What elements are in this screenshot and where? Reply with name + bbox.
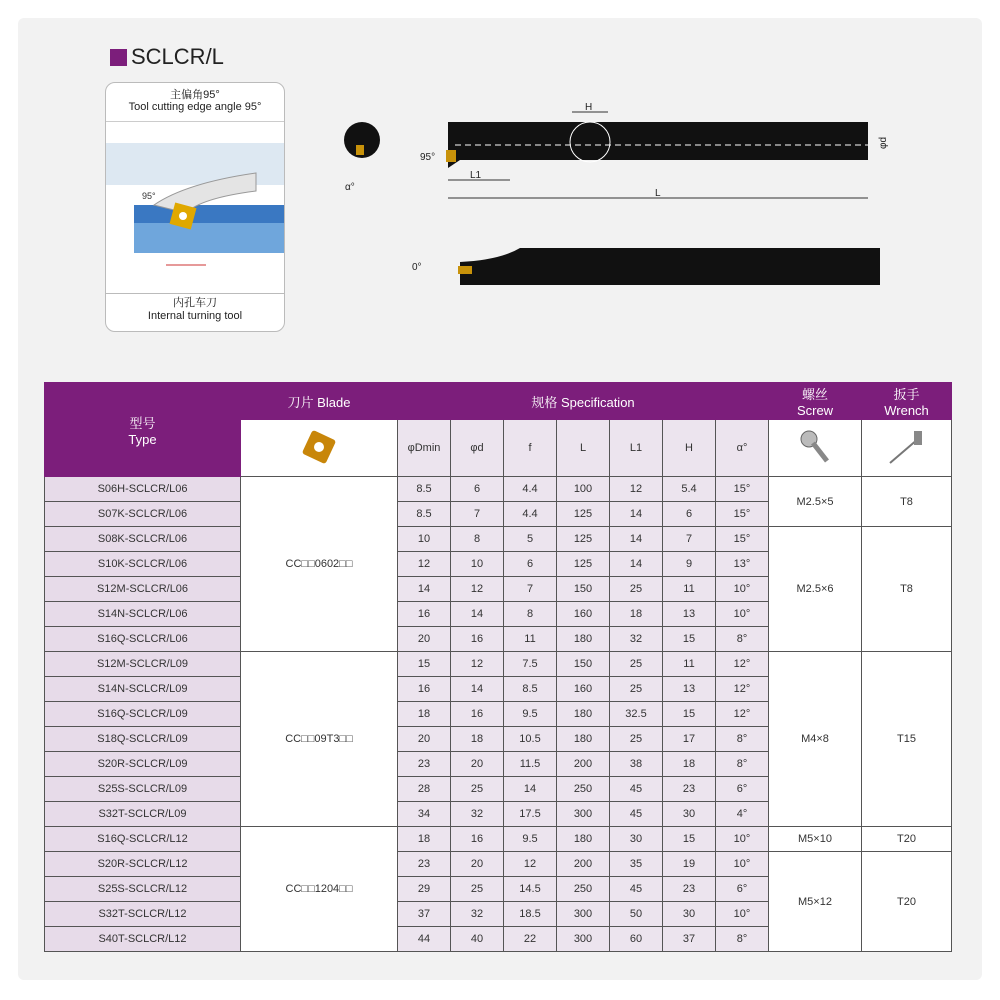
spec-cell: 20 <box>398 627 451 652</box>
wrench-header: 扳手 Wrench <box>862 383 952 420</box>
spec-cell: 250 <box>557 877 610 902</box>
dim-L1: L1 <box>470 170 482 181</box>
table-row <box>45 527 952 552</box>
table-row <box>45 652 952 677</box>
spec-cell: 16 <box>451 627 504 652</box>
spec-cell: 14 <box>398 577 451 602</box>
spec-cell: 10° <box>716 902 769 927</box>
spec-cell: 9.5 <box>504 827 557 852</box>
spec-cell: 14 <box>610 527 663 552</box>
dim-angle: 95° <box>420 152 436 163</box>
screw-cell: M5×10 <box>769 827 862 852</box>
spec-cell: 10° <box>716 827 769 852</box>
spec-cell: 34 <box>398 802 451 827</box>
spec-cell: 8 <box>504 602 557 627</box>
spec-cell: 16 <box>398 602 451 627</box>
spec-cell: 8° <box>716 927 769 952</box>
spec-cell: 30 <box>663 802 716 827</box>
spec-cell: 4.4 <box>504 502 557 527</box>
spec-cell: 7.5 <box>504 652 557 677</box>
spec-cell: 45 <box>610 802 663 827</box>
spec-col-header: α° <box>716 420 769 477</box>
model-cell: S18Q-SCLCR/L09 <box>45 727 241 752</box>
spec-cell: 12 <box>504 852 557 877</box>
product-title <box>110 44 224 70</box>
spec-cell: 15 <box>663 827 716 852</box>
spec-cell: 35 <box>610 852 663 877</box>
spec-cell: 9 <box>663 552 716 577</box>
spec-cell: 200 <box>557 852 610 877</box>
spec-cell: 60 <box>610 927 663 952</box>
spec-cell: 6 <box>451 477 504 502</box>
cutting-angle-diagram <box>105 82 285 332</box>
spec-cell: 15° <box>716 477 769 502</box>
spec-cell: 10 <box>398 527 451 552</box>
spec-col-header: L <box>557 420 610 477</box>
screw-cell: M4×8 <box>769 652 862 827</box>
model-cell: S12M-SCLCR/L09 <box>45 652 241 677</box>
spec-cell: 30 <box>663 902 716 927</box>
spec-cell: 5 <box>504 527 557 552</box>
spec-cell: 50 <box>610 902 663 927</box>
spec-cell: 7 <box>451 502 504 527</box>
spec-cell: 45 <box>610 777 663 802</box>
spec-cell: 23 <box>663 877 716 902</box>
boring-illustration <box>106 113 284 293</box>
spec-cell: 15° <box>716 527 769 552</box>
model-cell: S20R-SCLCR/L09 <box>45 752 241 777</box>
spec-cell: 125 <box>557 552 610 577</box>
table-row <box>45 827 952 852</box>
screw-cell: M2.5×6 <box>769 527 862 652</box>
spec-cell: 17 <box>663 727 716 752</box>
spec-cell: 20 <box>451 852 504 877</box>
spec-cell: 8.5 <box>504 677 557 702</box>
spec-cell: 11 <box>504 627 557 652</box>
model-cell: S14N-SCLCR/L09 <box>45 677 241 702</box>
spec-col-header: φd <box>451 420 504 477</box>
model-cell: S16Q-SCLCR/L09 <box>45 702 241 727</box>
spec-cell: 250 <box>557 777 610 802</box>
spec-cell: 25 <box>610 652 663 677</box>
wrench-icon <box>862 420 952 477</box>
spec-cell: 18 <box>398 702 451 727</box>
spec-cell: 6° <box>716 777 769 802</box>
spec-table <box>44 382 952 952</box>
spec-cell: 17.5 <box>504 802 557 827</box>
spec-cell: 4° <box>716 802 769 827</box>
dim-zero-angle: 0° <box>412 262 422 273</box>
spec-cell: 14 <box>451 677 504 702</box>
spec-cell: 100 <box>557 477 610 502</box>
spec-cell: 125 <box>557 527 610 552</box>
model-cell: S07K-SCLCR/L06 <box>45 502 241 527</box>
spec-col-header: L1 <box>610 420 663 477</box>
spec-cell: 16 <box>398 677 451 702</box>
dim-H: H <box>585 102 593 113</box>
spec-cell: 6° <box>716 877 769 902</box>
spec-cell: 8.5 <box>398 477 451 502</box>
model-cell: S25S-SCLCR/L12 <box>45 877 241 902</box>
spec-cell: 10 <box>451 552 504 577</box>
spec-cell: 150 <box>557 577 610 602</box>
spec-cell: 12° <box>716 677 769 702</box>
model-cell: S32T-SCLCR/L12 <box>45 902 241 927</box>
spec-cell: 14 <box>610 502 663 527</box>
model-cell: S16Q-SCLCR/L06 <box>45 627 241 652</box>
spec-cell: 180 <box>557 727 610 752</box>
wrench-cell: T15 <box>862 652 952 827</box>
spec-cell: 15° <box>716 502 769 527</box>
tool-drawing <box>330 90 910 310</box>
spec-cell: 32 <box>451 802 504 827</box>
spec-cell: 20 <box>451 752 504 777</box>
spec-cell: 12 <box>451 577 504 602</box>
angle-cn: 主偏角95° <box>170 89 220 101</box>
spec-cell: 32 <box>610 627 663 652</box>
spec-cell: 45 <box>610 877 663 902</box>
wrench-cell: T20 <box>862 827 952 852</box>
spec-cell: 7 <box>663 527 716 552</box>
spec-cell: 8° <box>716 752 769 777</box>
spec-cell: 160 <box>557 677 610 702</box>
spec-cell: 32 <box>451 902 504 927</box>
spec-cell: 23 <box>398 752 451 777</box>
spec-cell: 10° <box>716 852 769 877</box>
spec-cell: 200 <box>557 752 610 777</box>
title-marker <box>110 49 127 66</box>
dim-L: L <box>655 188 661 199</box>
spec-cell: 15 <box>663 627 716 652</box>
model-cell: S32T-SCLCR/L09 <box>45 802 241 827</box>
spec-cell: 8° <box>716 727 769 752</box>
screw-cell: M5×12 <box>769 852 862 952</box>
spec-cell: 25 <box>610 577 663 602</box>
angle-en: Tool cutting edge angle 95° <box>128 101 262 113</box>
table-row <box>45 477 952 502</box>
spec-cell: 25 <box>610 677 663 702</box>
spec-cell: 125 <box>557 502 610 527</box>
spec-cell: 12 <box>451 652 504 677</box>
spec-cell: 23 <box>398 852 451 877</box>
spec-cell: 300 <box>557 927 610 952</box>
spec-cell: 37 <box>663 927 716 952</box>
spec-cell: 10° <box>716 577 769 602</box>
spec-cell: 7 <box>504 577 557 602</box>
spec-cell: 22 <box>504 927 557 952</box>
model-cell: S12M-SCLCR/L06 <box>45 577 241 602</box>
spec-cell: 12 <box>398 552 451 577</box>
spec-cell: 8.5 <box>398 502 451 527</box>
dim-alpha: α° <box>345 182 355 193</box>
spec-cell: 40 <box>451 927 504 952</box>
spec-header: 规格 Specification <box>398 383 769 420</box>
table-row <box>45 852 952 877</box>
spec-cell: 15 <box>663 702 716 727</box>
spec-cell: 4.4 <box>504 477 557 502</box>
title-text: SCLCR/L <box>131 44 224 69</box>
spec-cell: 180 <box>557 827 610 852</box>
model-cell: S16Q-SCLCR/L12 <box>45 827 241 852</box>
spec-cell: 180 <box>557 627 610 652</box>
spec-cell: 15 <box>398 652 451 677</box>
model-cell: S14N-SCLCR/L06 <box>45 602 241 627</box>
spec-cell: 13 <box>663 602 716 627</box>
angle-label: 95° <box>142 191 156 201</box>
blade-header: 刀片 Blade <box>241 383 398 420</box>
spec-cell: 32.5 <box>610 702 663 727</box>
spec-cell: 29 <box>398 877 451 902</box>
spec-cell: 37 <box>398 902 451 927</box>
spec-cell: 8° <box>716 627 769 652</box>
tool-en: Internal turning tool <box>147 310 243 322</box>
spec-cell: 180 <box>557 702 610 727</box>
model-cell: S06H-SCLCR/L06 <box>45 477 241 502</box>
spec-cell: 25 <box>451 777 504 802</box>
model-cell: S08K-SCLCR/L06 <box>45 527 241 552</box>
dim-phi-d: φd <box>878 136 889 149</box>
spec-cell: 8 <box>451 527 504 552</box>
blade-cell: CC□□0602□□ <box>241 477 398 652</box>
spec-cell: 25 <box>610 727 663 752</box>
wrench-cell: T8 <box>862 477 952 527</box>
spec-cell: 16 <box>451 827 504 852</box>
spec-cell: 12° <box>716 652 769 677</box>
model-cell: S40T-SCLCR/L12 <box>45 927 241 952</box>
model-cell: S25S-SCLCR/L09 <box>45 777 241 802</box>
wrench-cell: T8 <box>862 527 952 652</box>
spec-cell: 13° <box>716 552 769 577</box>
screw-cell: M2.5×5 <box>769 477 862 527</box>
type-header: 型号 Type <box>45 383 241 477</box>
spec-cell: 16 <box>451 702 504 727</box>
spec-cell: 6 <box>663 502 716 527</box>
spec-cell: 38 <box>610 752 663 777</box>
spec-cell: 14 <box>610 552 663 577</box>
insert-image <box>241 420 398 477</box>
spec-col-header: H <box>663 420 716 477</box>
spec-cell: 13 <box>663 677 716 702</box>
spec-cell: 30 <box>610 827 663 852</box>
wrench-cell: T20 <box>862 852 952 952</box>
screw-header: 螺丝 Screw <box>769 383 862 420</box>
spec-col-header: f <box>504 420 557 477</box>
spec-cell: 300 <box>557 902 610 927</box>
spec-cell: 19 <box>663 852 716 877</box>
spec-cell: 18.5 <box>504 902 557 927</box>
tool-cn: 内孔车刀 <box>173 297 217 309</box>
spec-cell: 18 <box>663 752 716 777</box>
spec-cell: 11 <box>663 577 716 602</box>
spec-cell: 18 <box>610 602 663 627</box>
blade-cell: CC□□09T3□□ <box>241 652 398 827</box>
model-cell: S10K-SCLCR/L06 <box>45 552 241 577</box>
screw-icon <box>769 420 862 477</box>
spec-cell: 18 <box>451 727 504 752</box>
spec-cell: 23 <box>663 777 716 802</box>
spec-cell: 9.5 <box>504 702 557 727</box>
blade-cell: CC□□1204□□ <box>241 827 398 952</box>
model-cell: S20R-SCLCR/L12 <box>45 852 241 877</box>
spec-cell: 14.5 <box>504 877 557 902</box>
spec-cell: 5.4 <box>663 477 716 502</box>
spec-cell: 300 <box>557 802 610 827</box>
spec-cell: 160 <box>557 602 610 627</box>
spec-cell: 10° <box>716 602 769 627</box>
spec-cell: 28 <box>398 777 451 802</box>
spec-cell: 20 <box>398 727 451 752</box>
spec-cell: 6 <box>504 552 557 577</box>
spec-cell: 18 <box>398 827 451 852</box>
spec-cell: 14 <box>451 602 504 627</box>
spec-cell: 11.5 <box>504 752 557 777</box>
spec-cell: 44 <box>398 927 451 952</box>
spec-cell: 25 <box>451 877 504 902</box>
spec-cell: 12 <box>610 477 663 502</box>
spec-cell: 10.5 <box>504 727 557 752</box>
spec-cell: 150 <box>557 652 610 677</box>
spec-cell: 14 <box>504 777 557 802</box>
spec-col-header: φDmin <box>398 420 451 477</box>
spec-cell: 12° <box>716 702 769 727</box>
spec-cell: 11 <box>663 652 716 677</box>
